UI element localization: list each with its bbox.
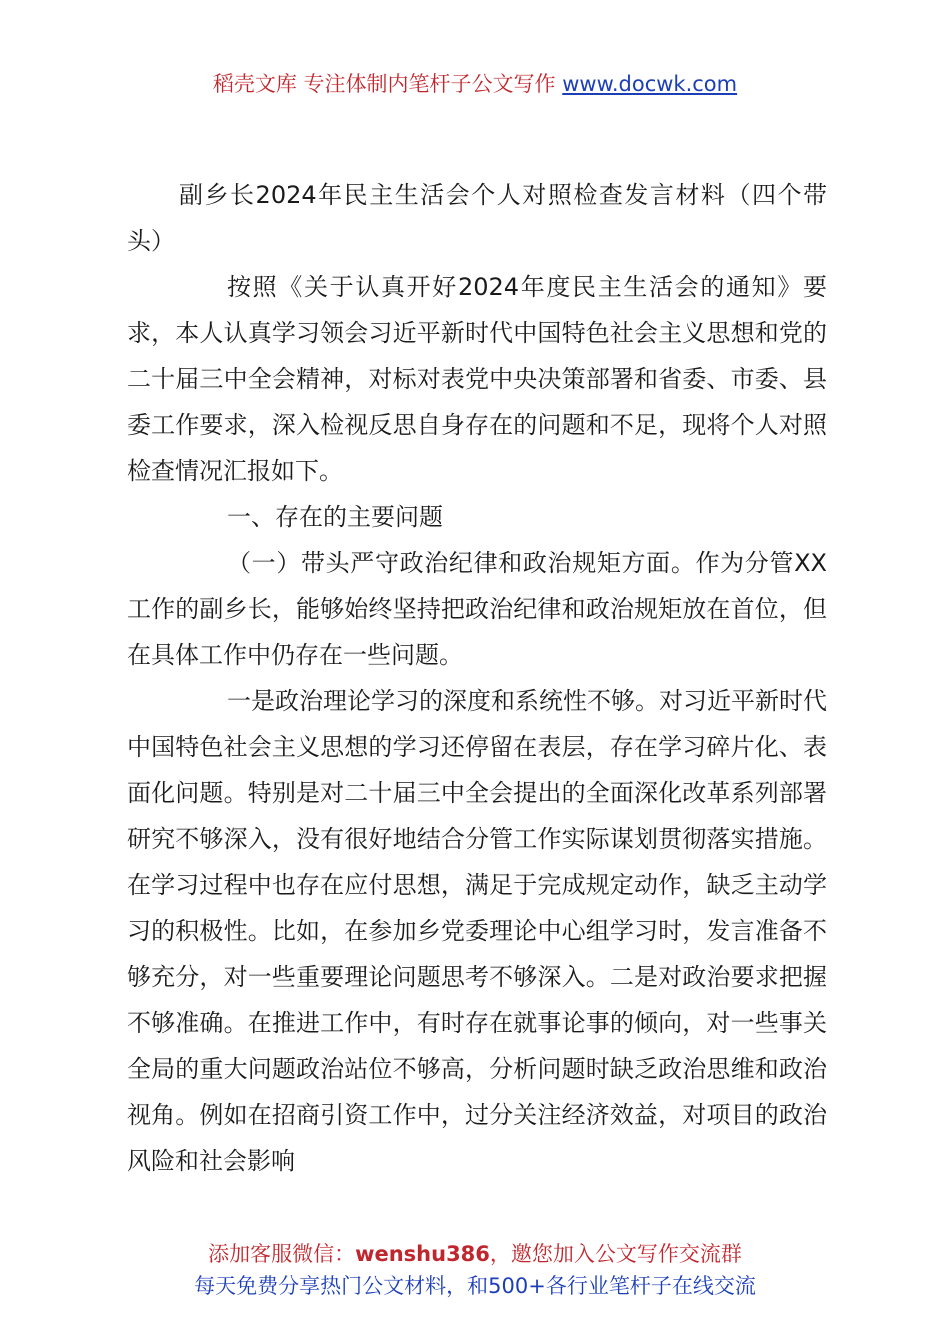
page-header bbox=[0, 68, 950, 100]
document-title: 副乡长2024年民主生活会个人对照检查发言材料（四个带头） bbox=[127, 181, 827, 255]
footer-promo-line: 每天免费分享热门公文材料，和500+各行业笔杆子在线交流 bbox=[194, 1274, 756, 1298]
paragraph-body: 一是政治理论学习的深度和系统性不够。对习近平新时代中国特色社会主义思想的学习还停留在表层，存在学习碎片化、表面化问题。特别是对二十届三中全会提出的全面深化改革系列部署研究不够深入，没有很好地结合分管工作实际谋划贯彻落实措施。在学习过程中也存在应付思想，满足于完成规定动作，缺乏主动学习的积极性。比如，在参加乡党委理论中心组学习时，发言准备不够充分，对一些重要理论问题思考不够深入。二是对政治要求把握不够准确。在推进工作中，有时存在就事论事的倾向，对一些事关全局的重大问题政治站位不够高，分析问题时缺乏政治思维和政治视角。例如在招商引资工作中，过分关注经济效益，对项目的政治风险和社会影响 bbox=[127, 687, 827, 1175]
section-heading: 一、存在的主要问题 bbox=[227, 503, 443, 531]
page-footer bbox=[0, 1238, 950, 1302]
footer-contact-line bbox=[0, 1238, 950, 1270]
site-link[interactable]: www.docwk.com bbox=[562, 72, 738, 96]
paragraph-subsection: （一）带头严守政治纪律和政治规矩方面。作为分管XX工作的副乡长，能够始终坚持把政治纪律和政治规矩放在首位，但在具体工作中仍存在一些问题。 bbox=[127, 549, 827, 669]
document-body bbox=[127, 172, 827, 1184]
brand-text: 稻壳文库 专注体制内笔杆子公文写作 bbox=[212, 72, 556, 96]
footer-prefix: 添加客服微信： bbox=[208, 1242, 356, 1266]
footer-suffix: ，邀您加入公文写作交流群 bbox=[489, 1242, 742, 1266]
paragraph-intro: 按照《关于认真开好2024年度民主生活会的通知》要求，本人认真学习领会习近平新时代中国特色社会主义思想和党的二十届三中全会精神，对标对表党中央决策部署和省委、市委、县委工作要求，深入检视反思自身存在的问题和不足，现将个人对照检查情况汇报如下。 bbox=[127, 273, 827, 485]
wechat-id: wenshu386 bbox=[355, 1242, 490, 1266]
